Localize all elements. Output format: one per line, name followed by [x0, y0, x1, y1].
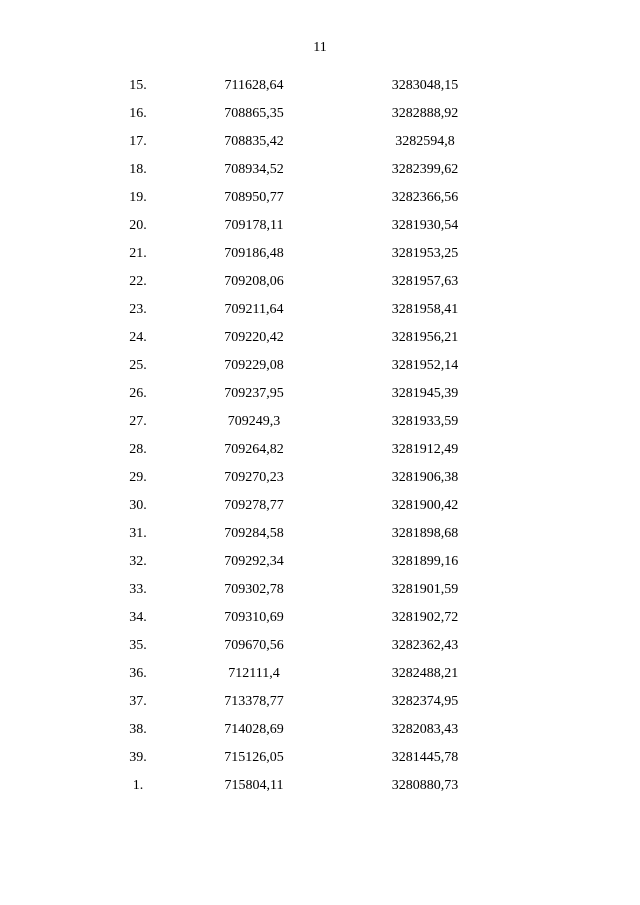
table-row	[0, 436, 640, 464]
y-coordinate-cell	[340, 268, 640, 296]
point-number-cell	[0, 716, 168, 744]
y-coordinate-cell	[340, 352, 640, 380]
y-coordinate-cell	[340, 576, 640, 604]
y-coordinate-cell	[340, 772, 640, 800]
point-number-cell	[0, 772, 168, 800]
table-row	[0, 380, 640, 408]
point-number-cell	[0, 72, 168, 100]
y-coordinate: 3281900,42	[391, 498, 459, 513]
y-coordinate-cell	[340, 520, 640, 548]
x-coordinate: 709229,08	[224, 358, 284, 373]
point-number-cell	[0, 520, 168, 548]
y-coordinate: 3281899,16	[391, 554, 459, 569]
point-number-cell	[0, 352, 168, 380]
y-coordinate-cell	[340, 100, 640, 128]
y-coordinate-cell	[340, 296, 640, 324]
x-coordinate: 708950,77	[224, 190, 284, 205]
point-number-cell	[0, 380, 168, 408]
x-coordinate: 709278,77	[224, 498, 284, 513]
point-number-cell	[0, 576, 168, 604]
table-row	[0, 156, 640, 184]
y-coordinate: 3281952,14	[391, 358, 459, 373]
y-coordinate-cell	[340, 72, 640, 100]
point-number-cell	[0, 408, 168, 436]
x-coordinate: 715804,11	[224, 778, 284, 793]
point-number: 22.	[129, 274, 147, 289]
point-number: 29.	[129, 470, 147, 485]
table-row	[0, 324, 640, 352]
y-coordinate: 3281933,59	[391, 414, 459, 429]
point-number: 39.	[129, 750, 147, 765]
y-coordinate: 3281902,72	[391, 610, 459, 625]
x-coordinate: 708835,42	[224, 134, 284, 149]
point-number: 26.	[129, 386, 147, 401]
point-number: 17.	[129, 134, 147, 149]
y-coordinate: 3283048,15	[391, 78, 459, 93]
table-row	[0, 408, 640, 436]
y-coordinate: 3281901,59	[391, 582, 459, 597]
y-coordinate: 3280880,73	[391, 778, 459, 793]
x-coordinate: 709186,48	[224, 246, 284, 261]
y-coordinate-cell	[340, 240, 640, 268]
point-number: 23.	[129, 302, 147, 317]
table-row	[0, 128, 640, 156]
y-coordinate: 3282888,92	[391, 106, 459, 121]
x-coordinate: 715126,05	[224, 750, 284, 765]
table-row	[0, 212, 640, 240]
x-coordinate: 709284,58	[224, 526, 284, 541]
x-coordinate: 708865,35	[224, 106, 284, 121]
x-coordinate: 709264,82	[224, 442, 284, 457]
coordinates-table	[0, 72, 640, 800]
y-coordinate-cell	[340, 604, 640, 632]
point-number: 25.	[129, 358, 147, 373]
y-coordinate: 3281898,68	[391, 526, 459, 541]
x-coordinate: 709211,64	[224, 302, 284, 317]
table-row	[0, 184, 640, 212]
table-row	[0, 576, 640, 604]
coordinates-table-body	[0, 72, 640, 800]
x-coordinate: 709178,11	[224, 218, 284, 233]
table-row	[0, 744, 640, 772]
y-coordinate: 3282366,56	[391, 190, 459, 205]
point-number-cell	[0, 436, 168, 464]
y-coordinate: 3282083,43	[391, 722, 459, 737]
page-number: 11	[313, 40, 327, 55]
y-coordinate-cell	[340, 408, 640, 436]
x-coordinate: 709237,95	[224, 386, 284, 401]
table-row	[0, 772, 640, 800]
point-number: 1.	[132, 778, 144, 793]
point-number: 31.	[129, 526, 147, 541]
point-number-cell	[0, 464, 168, 492]
y-coordinate: 3282594,8	[395, 134, 455, 149]
y-coordinate: 3281445,78	[391, 750, 459, 765]
table-row	[0, 268, 640, 296]
point-number: 19.	[129, 190, 147, 205]
table-row	[0, 548, 640, 576]
table-row	[0, 492, 640, 520]
y-coordinate: 3281912,49	[391, 442, 459, 457]
point-number-cell	[0, 492, 168, 520]
table-row	[0, 352, 640, 380]
y-coordinate-cell	[340, 128, 640, 156]
y-coordinate-cell	[340, 464, 640, 492]
y-coordinate: 3281945,39	[391, 386, 459, 401]
table-row	[0, 240, 640, 268]
y-coordinate-cell	[340, 632, 640, 660]
point-number-cell	[0, 744, 168, 772]
y-coordinate: 3282374,95	[391, 694, 459, 709]
point-number: 35.	[129, 638, 147, 653]
y-coordinate-cell	[340, 436, 640, 464]
x-coordinate: 709310,69	[224, 610, 284, 625]
x-coordinate: 709302,78	[224, 582, 284, 597]
y-coordinate: 3281957,63	[391, 274, 459, 289]
point-number: 28.	[129, 442, 147, 457]
point-number: 20.	[129, 218, 147, 233]
point-number-cell	[0, 156, 168, 184]
point-number: 21.	[129, 246, 147, 261]
table-row	[0, 296, 640, 324]
y-coordinate-cell	[340, 380, 640, 408]
point-number: 15.	[129, 78, 147, 93]
y-coordinate-cell	[340, 548, 640, 576]
point-number-cell	[0, 128, 168, 156]
table-row	[0, 660, 640, 688]
x-coordinate: 709220,42	[224, 330, 284, 345]
x-coordinate: 709208,06	[224, 274, 284, 289]
y-coordinate-cell	[340, 688, 640, 716]
x-coordinate: 709270,23	[224, 470, 284, 485]
point-number-cell	[0, 240, 168, 268]
x-coordinate: 713378,77	[224, 694, 284, 709]
point-number-cell	[0, 268, 168, 296]
x-coordinate: 709292,34	[224, 554, 284, 569]
point-number-cell	[0, 100, 168, 128]
point-number: 38.	[129, 722, 147, 737]
x-coordinate: 712111,4	[228, 666, 280, 681]
y-coordinate-cell	[340, 492, 640, 520]
point-number: 36.	[129, 666, 147, 681]
y-coordinate-cell	[340, 716, 640, 744]
table-row	[0, 632, 640, 660]
point-number: 34.	[129, 610, 147, 625]
point-number: 37.	[129, 694, 147, 709]
y-coordinate-cell	[340, 212, 640, 240]
x-coordinate: 709670,56	[224, 638, 284, 653]
point-number-cell	[0, 324, 168, 352]
point-number-cell	[0, 296, 168, 324]
x-coordinate: 709249,3	[227, 414, 281, 429]
x-coordinate: 711628,64	[224, 78, 284, 93]
x-coordinate: 708934,52	[224, 162, 284, 177]
y-coordinate: 3282488,21	[391, 666, 459, 681]
y-coordinate-cell	[340, 184, 640, 212]
x-coordinate: 714028,69	[224, 722, 284, 737]
point-number-cell	[0, 548, 168, 576]
point-number-cell	[0, 604, 168, 632]
y-coordinate: 3281906,38	[391, 470, 459, 485]
y-coordinate: 3281958,41	[391, 302, 459, 317]
point-number: 33.	[129, 582, 147, 597]
y-coordinate: 3282399,62	[391, 162, 459, 177]
y-coordinate-cell	[340, 660, 640, 688]
table-row	[0, 72, 640, 100]
y-coordinate-cell	[340, 324, 640, 352]
point-number: 16.	[129, 106, 147, 121]
point-number-cell	[0, 660, 168, 688]
table-row	[0, 520, 640, 548]
table-row	[0, 464, 640, 492]
point-number-cell	[0, 212, 168, 240]
point-number: 18.	[129, 162, 147, 177]
point-number-cell	[0, 632, 168, 660]
y-coordinate: 3282362,43	[391, 638, 459, 653]
point-number: 27.	[129, 414, 147, 429]
y-coordinate: 3281953,25	[391, 246, 459, 261]
y-coordinate: 3281956,21	[391, 330, 459, 345]
y-coordinate-cell	[340, 156, 640, 184]
y-coordinate-cell	[340, 744, 640, 772]
point-number: 24.	[129, 330, 147, 345]
y-coordinate: 3281930,54	[391, 218, 459, 233]
point-number-cell	[0, 688, 168, 716]
table-row	[0, 604, 640, 632]
point-number-cell	[0, 184, 168, 212]
table-row	[0, 100, 640, 128]
table-row	[0, 688, 640, 716]
table-row	[0, 716, 640, 744]
point-number: 32.	[129, 554, 147, 569]
point-number: 30.	[129, 498, 147, 513]
